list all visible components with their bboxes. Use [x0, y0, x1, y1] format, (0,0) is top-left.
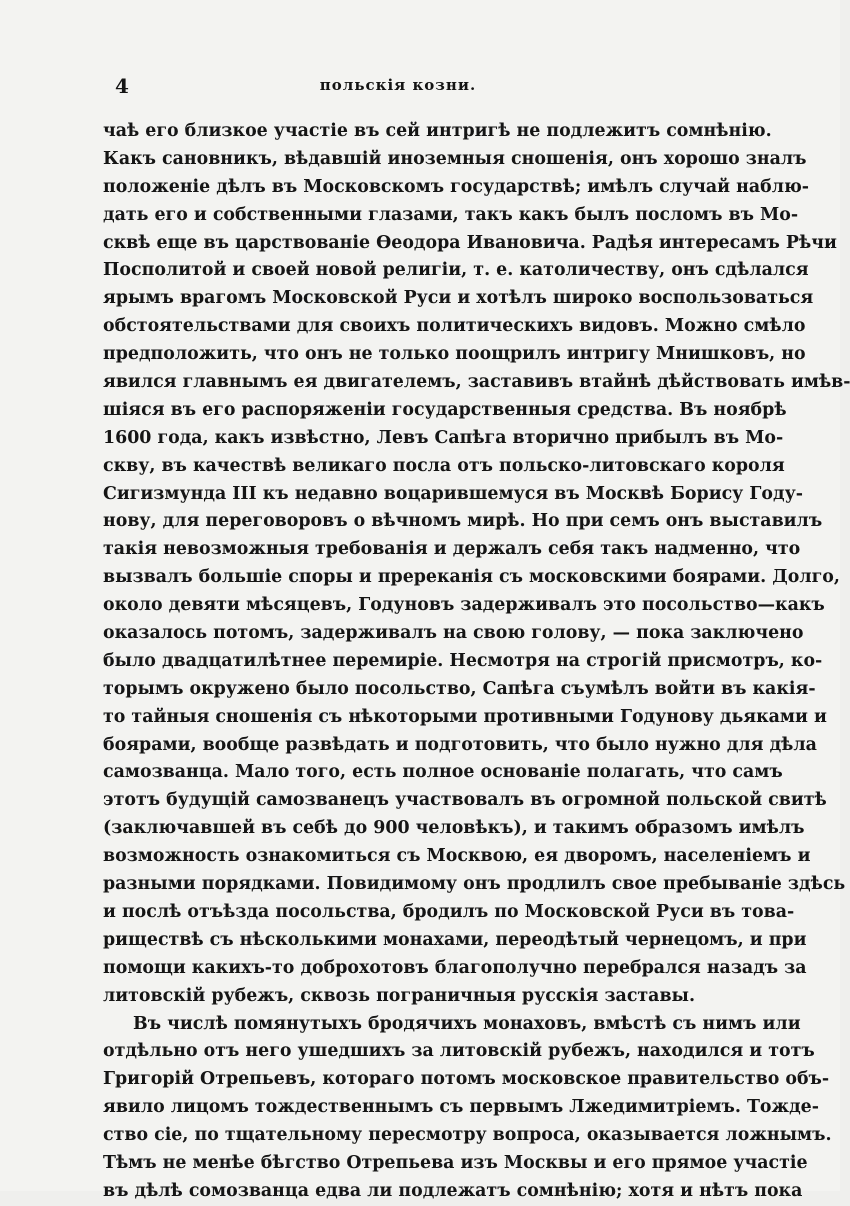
text-line: въ дѣлѣ сомозванца едва ли подлежатъ сомнѣнію; хотя и нѣтъ пока [103, 1180, 803, 1201]
text-line: около девяти мѣсяцевъ, Годуновъ задерживалъ это посольство—какъ [103, 595, 825, 616]
text-line: (заключавшей въ себѣ до 900 человѣкъ), и такимъ образомъ имѣлъ [103, 818, 805, 839]
text-line: чаѣ его близкое участіе въ сей интригѣ не подлежитъ сомнѣнію. [103, 121, 772, 141]
text-line: предположить, что онъ не только поощрилъ интригу Мнишковъ, но [103, 344, 806, 365]
text-line: отдѣльно отъ него ушедшихъ за литовскій рубежъ, находился и тотъ [103, 1041, 815, 1062]
text-line: шіяся въ его распоряженіи государственныя средства. Въ ноябрѣ [103, 399, 787, 420]
text-line: дать его и собственными глазами, такъ какъ былъ посломъ въ Мо- [103, 204, 799, 225]
text-line: литовскій рубежъ, сквозь пограничныя русскія заставы. [103, 985, 696, 1006]
page-number: 4 [115, 74, 129, 98]
text-line: положеніе дѣлъ въ Московскомъ государствѣ; имѣлъ случай наблю- [103, 176, 810, 197]
page-header [103, 74, 693, 104]
text-line: то тайныя сношенія съ нѣкоторыми противными Годунову дьяками и [103, 706, 827, 727]
text-line: и послѣ отъѣзда посольства, бродилъ по Московской Руси въ това- [103, 901, 795, 922]
text-line: возможность ознакомиться съ Москвою, ея дворомъ, населеніемъ и [103, 846, 811, 867]
text-line: явился главнымъ ея двигателемъ, заставивъ втайнѣ дѣйствовать имѣв- [103, 372, 850, 393]
paragraph [103, 1011, 832, 1206]
text-line: помощи какихъ-то доброхотовъ благополучно перебрался назадъ за [103, 957, 807, 978]
text-line: Григорій Отрепьевъ, котораго потомъ московское правительство объ- [103, 1069, 830, 1090]
text-line: сквѣ еще въ царствованіе Ѳеодора Ивановича. Радѣя интересамъ Рѣчи [103, 232, 837, 253]
text-line: торымъ окружено было посольство, Сапѣга съумѣлъ войти въ какія- [103, 678, 816, 699]
text-line: Какъ сановникъ, вѣдавшій иноземныя сношенія, онъ хорошо зналъ [103, 148, 807, 169]
text-line: обстоятельствами для своихъ политическихъ видовъ. Можно смѣло [103, 316, 806, 337]
body-text [103, 118, 850, 1206]
text-line: риществѣ съ нѣсколькими монахами, переодѣтый чернецомъ, и при [103, 929, 807, 950]
text-line: скву, въ качествѣ великаго посла отъ польско-литовскаго короля [103, 455, 785, 476]
text-line: Тѣмъ не менѣе бѣгство Отрепьева изъ Москвы и его прямое участіе [103, 1152, 808, 1173]
text-line: такія невозможныя требованія и держалъ себя такъ надменно, что [103, 539, 801, 560]
text-line: 1600 года, какъ извѣстно, Левъ Сапѣга вторично прибылъ въ Мо- [103, 427, 784, 448]
text-line: оказалось потомъ, задерживалъ на свою голову, — пока заключено [103, 623, 804, 644]
text-line: боярами, вообще развѣдать и подготовить, что было нужно для дѣла [103, 734, 817, 755]
text-line: этотъ будущій самозванецъ участвовалъ въ огромной польской свитѣ [103, 790, 827, 811]
text-line: явило лицомъ тождественнымъ съ первымъ Лжедимитріемъ. Тожде- [103, 1097, 819, 1118]
text-line: Посполитой и своей новой религіи, т. е. католичеству, онъ сдѣлался [103, 260, 809, 281]
text-line: Въ числѣ помянутыхъ бродячихъ монаховъ, вмѣстѣ съ нимъ или [133, 1013, 801, 1034]
text-line: самозванца. Мало того, есть полное основаніе полагать, что самъ [103, 762, 783, 783]
running-title: польскія козни. [319, 76, 477, 94]
text-line: нову, для переговоровъ о вѣчномъ мирѣ. Но при семъ онъ выставилъ [103, 511, 823, 532]
text-line: вызвалъ большіе споры и пререканія съ московскими боярами. Долго, [103, 567, 840, 588]
text-line: разными порядками. Повидимому онъ продлилъ свое пребываніе здѣсь [103, 874, 846, 895]
text-line: Сигизмунда III къ недавно воцарившемуся въ Москвѣ Борису Году- [103, 483, 803, 504]
text-line: ство сіе, по тщательному пересмотру вопроса, оказывается ложнымъ. [103, 1125, 832, 1146]
paragraph [103, 118, 850, 1011]
text-line: было двадцатилѣтнее перемиріе. Несмотря на строгій присмотръ, ко- [103, 650, 823, 671]
text-line: ярымъ врагомъ Московской Руси и хотѣлъ широко воспользоваться [103, 288, 814, 309]
